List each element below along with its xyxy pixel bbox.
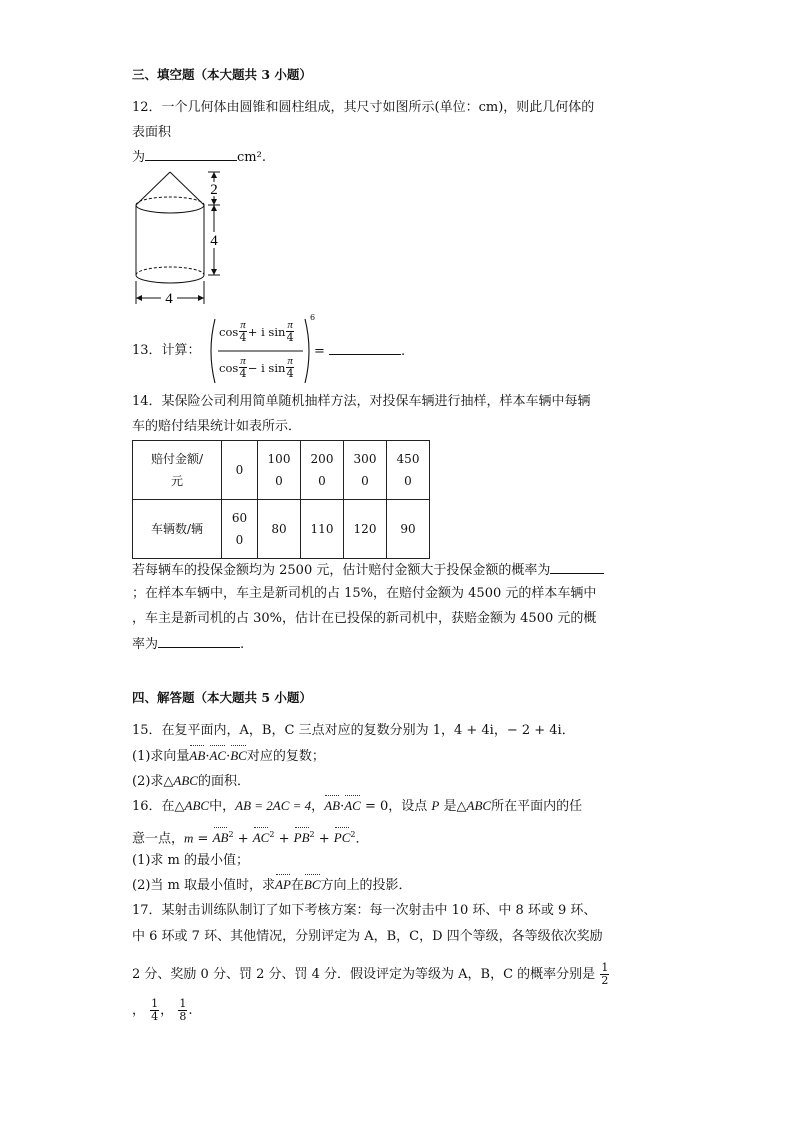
- q13-numerator: cos $\frac{\pi}{4}$ + i sin $\frac{\pi}{4}$: [219, 319, 294, 344]
- section-title-fill-in: 三、填空题（本大题共 3 小题）: [132, 67, 312, 82]
- vector-ac: AC: [209, 748, 227, 763]
- q13-denominator: cos $\frac{\pi}{4}$ − i sin $\frac{\pi}{4}$: [219, 355, 294, 380]
- q13-label: 13．计算：: [132, 343, 201, 358]
- table-header-cell: 赔付金额/ 元: [133, 441, 222, 500]
- q15-text-line3: (2)求△ABC的面积．: [132, 773, 250, 789]
- q14-text-line1: 14．某保险公司利用简单随机抽样方法，对投保车辆进行抽样，样本车辆中每辆: [132, 394, 591, 409]
- q14-answer-blank-2: [158, 635, 240, 648]
- table-cell: 60 0: [222, 500, 258, 559]
- table-cell: 450 0: [387, 441, 430, 500]
- vector-ac: AC: [344, 798, 361, 813]
- q17-text-line2: 中 6 环或 7 环、其他情况，分别评定为 A，B，C，D 四个等级，各等级依次奖励: [132, 929, 603, 944]
- table-cell: 300 0: [344, 441, 387, 500]
- q12-answer-blank: [145, 148, 237, 161]
- table-header-cell: 车辆数/辆: [133, 500, 222, 559]
- q16-text-line3: (1)求 m 的最小值；: [132, 853, 250, 868]
- section-title-answer: 四、解答题（本大题共 5 小题）: [132, 690, 312, 705]
- table-cell: 200 0: [301, 441, 344, 500]
- fraction-half: $\frac{1}{2}$: [601, 961, 609, 987]
- q16-text-line2: 意一点，$m = AB^2 + AC^2 + PB^2 + PC^2$．: [132, 830, 369, 847]
- fraction-quarter: $\frac{1}{4}$: [151, 997, 159, 1023]
- q12-prefix: 为: [132, 150, 146, 165]
- q17-text-line1: 17．某射击训练队制订了如下考核方案：每一次射击中 10 环、中 8 环或 9 环、: [132, 903, 597, 918]
- table-cell: 100 0: [258, 441, 301, 500]
- vector-bc: BC: [303, 877, 321, 892]
- q17-text-line3: 2 分、奖励 0 分、罚 2 分、罚 4 分．假设评定为等级为 A，B，C 的概率分别是 $\frac{1}{2}$: [132, 961, 609, 987]
- q12-suffix: cm².: [237, 150, 266, 165]
- dim-diameter: 4: [165, 291, 173, 307]
- table-row: [133, 500, 430, 559]
- q14-answer-blank-1: [550, 561, 604, 574]
- q14-text-line5: ，车主是新司机的占 30%，估计在已投保的新司机中，获赔金额为 4500 元的概: [132, 611, 597, 626]
- vector-ap: AP: [275, 877, 291, 892]
- q13-answer-blank: [329, 342, 401, 355]
- table-row: [133, 441, 430, 500]
- q14-text-line6: 率为 .: [132, 637, 245, 652]
- fraction-eighth: $\frac{1}{8}$: [179, 997, 187, 1023]
- table-cell: 110: [301, 500, 344, 559]
- q14-text-line3: 若每辆车的投保金额均为 2500 元，估计赔付金额大于投保金额的概率为: [132, 561, 604, 580]
- table-cell: 0: [222, 441, 258, 500]
- vector-ab: AB: [324, 798, 341, 813]
- table-cell: 90: [387, 500, 430, 559]
- vector-ab: AB: [189, 748, 206, 763]
- table-cell: 120: [344, 500, 387, 559]
- q12-geometry-figure: [128, 168, 228, 310]
- q13-exponent: 6: [310, 313, 316, 322]
- vector-bc: BC: [230, 748, 247, 763]
- table-cell: 80: [258, 500, 301, 559]
- dim-cylinder-height: 4: [210, 233, 218, 249]
- q13-expression: [205, 315, 317, 387]
- q12-answer-line: [132, 148, 266, 167]
- q13-answer-line: = .: [314, 344, 406, 359]
- q12-text-line2: 表面积: [132, 125, 172, 140]
- dim-cone-height: 2: [210, 182, 218, 198]
- q14-text-line2: 车的赔付结果统计如表所示．: [132, 419, 302, 434]
- q14-text-line4: ；在样本车辆中，车主是新司机的占 15%，在赔付金额为 4500 元的样本车辆中: [132, 586, 597, 601]
- q12-text-line1: 12．一个几何体由圆锥和圆柱组成，其尺寸如图所示(单位：cm)，则此几何体的: [132, 100, 595, 115]
- q16-text-line4: (2)当 m 取最小值时，求AP在BC方向上的投影．: [132, 877, 412, 893]
- q15-text-line2: (1)求向量AB·AC·BC对应的复数；: [132, 748, 325, 764]
- q16-text-line1: 16．在△ABC中，AB = 2AC = 4，AB·AC = 0，设点 P 是△ABC所在平面内的任: [132, 798, 583, 814]
- q15-text-line1: 15．在复平面内，A，B，C 三点对应的复数分别为 1，4 + 4i，− 2 + 4i．: [132, 723, 575, 738]
- q17-text-line4: ， $\frac{1}{4}$ ， $\frac{1}{8}$ .: [132, 997, 193, 1023]
- claims-table: [132, 440, 430, 559]
